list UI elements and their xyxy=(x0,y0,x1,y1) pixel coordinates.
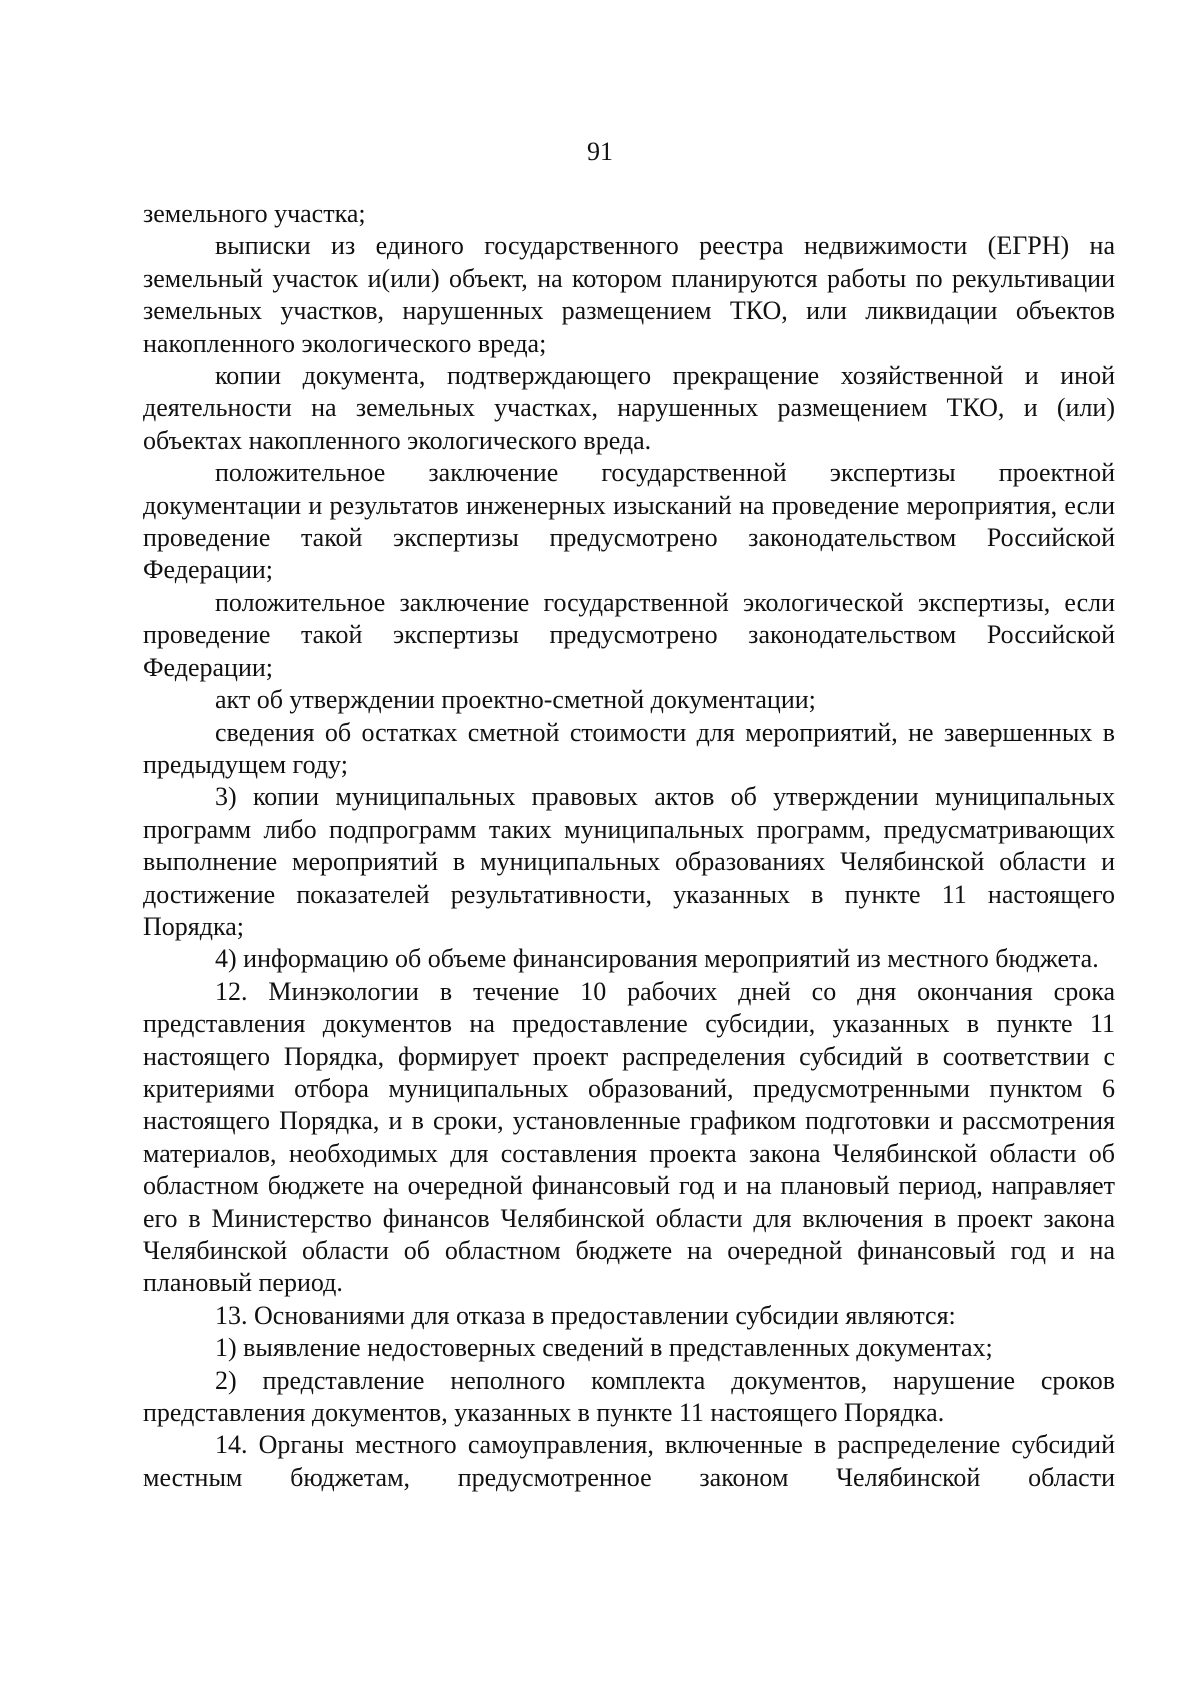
paragraph-design-approval: акт об утверждении проектно-сметной документации; xyxy=(215,685,816,715)
paragraph-section-12: 12. Минэкологии в течение 10 рабочих дней со дня окончания срока представления документов на предоставление субсидии, указанных в пункте 11 настоящего Порядка, формирует проект распределения субсидий в соответствии с критериями отбора муниципальных образований, предусмотренными пунктом 6 настоящего Порядка, и в сроки, установленные графиком подготовки и рассмотрения материалов, необходимых для составления проекта закона Челябинской области об областном бюджете на очередной финансовый год и на плановый период, направляет его в Министерство финансов Челябинской области для включения в проект закона Челябинской области об областном бюджете на очередной финансовый год и на плановый период. xyxy=(143,976,1115,1298)
paragraph-state-expertise: положительное заключение государственной экспертизы проектной документации и результатов инженерных изысканий на проведение мероприятия, если проведение такой экспертизы предусмотрено законодательством Российской Федерации; xyxy=(143,458,1115,585)
paragraph-ecological-expertise: положительное заключение государственной экологической экспертизы, если проведение такой экспертизы предусмотрено законодательством Российской Федерации; xyxy=(143,587,1115,682)
paragraph-termination-document: копии документа, подтверждающего прекращение хозяйственной и иной деятельности на земельных участках, нарушенных размещением ТКО, и (или) объектах накопленного экологического вреда. xyxy=(143,361,1115,455)
paragraph-section-13-item-1: 1) выявление недостоверных сведений в представленных документах; xyxy=(215,1333,993,1363)
paragraph-land-plot-end: земельного участка; xyxy=(143,199,366,228)
paragraph-egrn-extracts: выписки из единого государственного реестра недвижимости (ЕГРН) на земельный участок и(или) объект, на котором планируются работы по рекультивации земельных участков, нарушенных размещением ТКО, или ликвидации объектов накопленного экологического вреда; xyxy=(143,231,1115,358)
paragraph-section-14: 14. Органы местного самоуправления, включенные в распределение субсидий местным бюджетам, предусмотренное законом Челябинской области xyxy=(143,1430,1115,1492)
document-body xyxy=(143,198,1115,1494)
paragraph-section-13-item-2: 2) представление неполного комплекта документов, нарушение сроков представления документов, указанных в пункте 11 настоящего Порядка. xyxy=(143,1365,1115,1428)
paragraph-item-3: 3) копии муниципальных правовых актов об утверждении муниципальных программ либо подпрограмм таких муниципальных программ, предусматривающих выполнение мероприятий в муниципальных образованиях Челябинской области и достижение показателей результативности, указанных в пункте 11 настоящего Порядка; xyxy=(143,782,1115,941)
paragraph-section-13: 13. Основаниями для отказа в предоставлении субсидии являются: xyxy=(215,1300,956,1330)
paragraph-cost-balances: сведения об остатках сметной стоимости для мероприятий, не завершенных в предыдущем году; xyxy=(143,717,1115,779)
paragraph-item-4: 4) информацию об объеме финансирования мероприятий из местного бюджета. xyxy=(215,944,1099,974)
page-number: 91 xyxy=(587,137,613,166)
